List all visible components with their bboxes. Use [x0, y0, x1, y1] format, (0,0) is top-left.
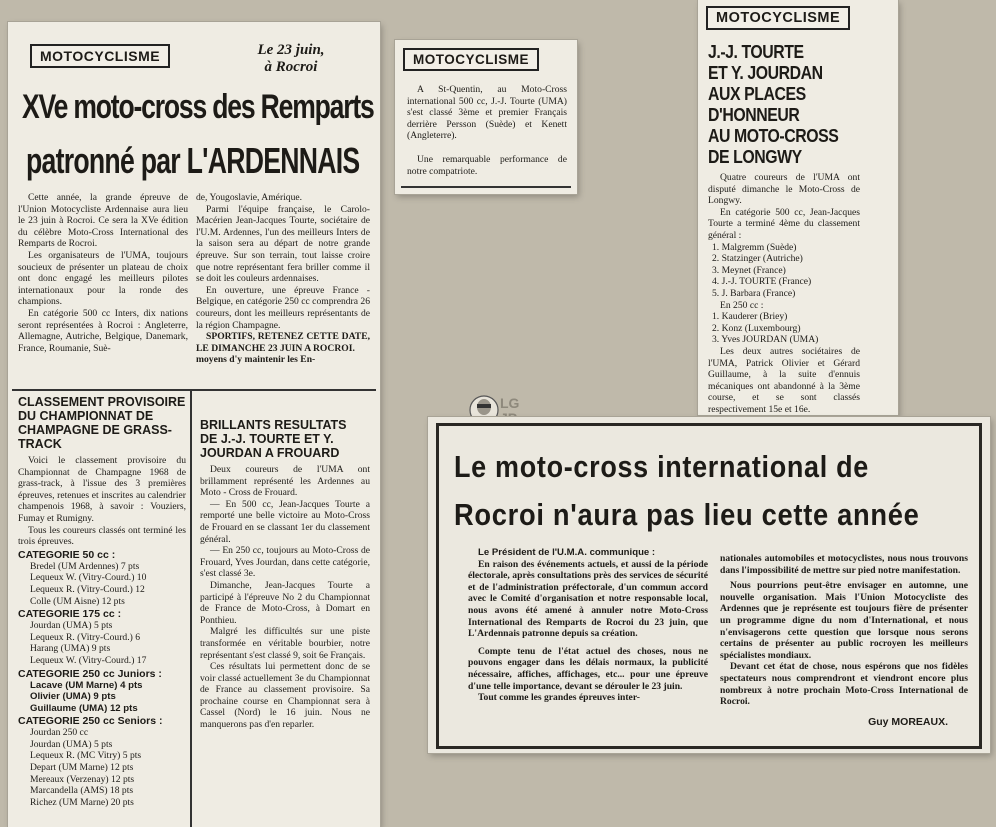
divider	[190, 391, 192, 827]
rank-row: 1. Malgremm (Suède)	[712, 241, 797, 253]
communique-paragraph: nationales automobiles et motocyclistes, nous nous trouvons dans l'impossibilité de mettre sur pied notre manifestation.	[720, 553, 968, 576]
dateline-place: à Rocroi	[264, 59, 318, 75]
longwy-headline	[708, 42, 838, 168]
rank-row: Jourdan (UMA) 5 pts	[30, 620, 113, 632]
classement-section	[18, 395, 186, 808]
section-tag: MOTOCYCLISME	[706, 6, 850, 30]
headline-line: D'HONNEUR	[708, 105, 800, 125]
category-title: CATEGORIE 250 cc Seniors :	[18, 715, 163, 728]
rank-row: 3. Yves JOURDAN (UMA)	[712, 334, 819, 346]
rank-row: Lequeux W. (Vitry-Courd.) 17	[30, 654, 147, 666]
longwy-cat500: En catégorie 500 cc, Jean-Jacques Tourte a terminé 4ème du classement général :	[708, 206, 860, 241]
classement-title: CLASSEMENT PROVISOIRE DU CHAMPIONNAT DE CHAMPAGNE DE GRASS-TRACK	[18, 395, 186, 451]
communique-lead: Le Président de l'U.M.A. communique :	[478, 547, 656, 558]
st-quentin-text: Une remarquable performance de notre compatriote.	[407, 154, 567, 177]
headline-line-2: patronné par L'ARDENNAIS	[26, 140, 360, 181]
headline-line: AUX PLACES	[708, 84, 806, 104]
article-paragraph: En ouverture, une épreuve France - Belgique, en catégorie 250 cc comprendra 26 coureurs, dont les meilleurs représentants de la région Champagne.	[196, 284, 370, 331]
rank-row: Lequeux W. (Vitry-Courd.) 10	[30, 572, 147, 584]
category-title: CATEGORIE 50 cc :	[18, 548, 116, 561]
article-paragraph: moyens d'y maintenir les En-	[196, 354, 316, 366]
rank-row: Mereaux (Verzenay) 12 pts	[30, 773, 135, 785]
communique-paragraph: Compte tenu de l'état actuel des choses, nous ne pouvons engager dans les délais normaux, la publicité nécessaire, affiches, affichages, etc... pour une épreuve d'une telle importance, devant se dérouler le 23 juin.	[468, 645, 708, 692]
rank-row: Lacave (UM Marne) 4 pts	[30, 679, 143, 691]
rank-row: 3. Meynet (France)	[712, 264, 786, 276]
headline-line-1: Le moto-cross international de	[454, 449, 870, 484]
headline-line: J.-J. TOURTE	[708, 42, 804, 62]
category-list	[18, 727, 186, 808]
signature: Guy MOREAUX.	[868, 715, 948, 728]
dateline-date: Le 23 juin,	[257, 42, 325, 58]
headline-line: AU MOTO-CROSS	[708, 126, 839, 146]
brillants-paragraph: Deux coureurs de l'UMA ont brillamment représenté les Ardennes au Moto - Cross de Frouard.	[200, 464, 370, 499]
headline-line-2: Rocroi n'aura pas lieu cette année	[454, 497, 920, 532]
article-paragraph-caps: SPORTIFS, RETENEZ CETTE DATE, LE DIMANCHE 23 JUIN A ROCROI.	[196, 331, 370, 354]
longwy-outro: Les deux autres sociétaires de l'UMA, Patrick Olivier et Gérard Guillaume, à la suite d'ennuis mécaniques ont abandonné à la 3ème course, et se sont classés respectivement 15e et 16e.	[708, 345, 860, 415]
headline-line-1: XVe moto-cross des Remparts	[22, 88, 374, 126]
category-block	[18, 549, 186, 607]
article-paragraph: Cette année, la grande épreuve de l'Union Motocycliste Ardennaise aura lieu le 23 juin à Rocroi. Ce sera la XVe édition du célèbre Moto-Cross International des Remparts de Rocroi.	[18, 192, 188, 250]
category-block	[18, 608, 186, 666]
headline-line: ET Y. JOURDAN	[708, 63, 823, 83]
rank-row: Richez (UM Marne) 20 pts	[30, 796, 134, 808]
category-list	[18, 620, 186, 666]
clipping-longwy	[698, 0, 898, 415]
article-paragraph: Les organisateurs de l'UMA, toujours soucieux de présenter un plateau de choix ont donc engagé les meilleurs pilotes internationaux pour la ronde des champions.	[18, 249, 188, 308]
classement-intro: Voici le classement provisoire du Championnat de Champagne 1968 de grass-track, à l'issue des 3 premières épreuves, retenues et inscrites au calendrier champenois 1968, à savoir : Vouziers, Fumay et Rumigny.	[18, 455, 186, 524]
clipping-rocroi-remparts	[8, 22, 380, 827]
communique-col-right	[720, 553, 968, 728]
category-list	[18, 561, 186, 607]
rank-row: Marcandella (AMS) 18 pts	[30, 785, 134, 797]
watermark-letters: LG	[500, 395, 520, 411]
rank-row: 2. Statzinger (Autriche)	[712, 253, 803, 265]
divider	[12, 389, 376, 391]
divider	[401, 186, 571, 188]
headline-line: DE LONGWY	[708, 147, 802, 167]
brillants-paragraph: — En 500 cc, Jean-Jacques Tourte a remporté une belle victoire au Moto-Cross de Frouard en se classant 1er du classement général.	[200, 498, 370, 545]
article-paragraph: Parmi l'équipe française, le Carolo-Macérien Jean-Jacques Tourte, sociétaire de l'U.M. Ardennes, l'un des meilleurs Inters de la saison sera au départ de notre grande épreuve. Sur son terrain, tout laisse croire que notre représentant fera briller comme il se doit les couleurs ardennaises.	[196, 203, 370, 285]
rank-row: 2. Konz (Luxembourg)	[712, 322, 801, 334]
longwy-intro: Quatre coureurs de l'UMA ont disputé dimanche le Moto-Cross de Longwy.	[708, 172, 860, 207]
section-tag: MOTOCYCLISME	[403, 48, 539, 71]
category-title: CATEGORIE 175 cc :	[18, 608, 122, 621]
brillants-paragraph: Ces résultats lui permettent donc de se voir classé actuellement 3e du Championnat de France au classement provisoire. Sa prochaine course en Championnat sera à Cassel (Nord) le 16 juin. Nous ne manquerons pas d'en reparler.	[200, 661, 370, 731]
communique-col-left	[468, 547, 708, 704]
category-block	[18, 715, 186, 808]
dateline	[236, 42, 346, 76]
brillants-paragraph: — En 250 cc, toujours au Moto-Cross de Frouard, Yves Jourdan, dans cette catégorie, s'est classé 3e.	[200, 545, 370, 580]
st-quentin-text: A St-Quentin, au Moto-Cross international 500 cc, J.-J. Tourte (UMA) s'est classé 3ème et premier Français derrière Persson (Suède) et Kenett (Angleterre).	[407, 84, 567, 142]
rank-row: Jourdan 250 cc	[30, 727, 89, 739]
communique-paragraph: Nous pourrions peut-être envisager en automne, une nouvelle organisation. Mais l'Union Motocycliste des Ardennes que je représente est toujours fière de présenter un programme digne du nom d'International, et nous n'envisagerons cette question que lorsque nous serons certains de présenter au public rocroyen les meilleurs spécialistes mondiaux.	[720, 580, 968, 661]
clipping-st-quentin	[395, 40, 577, 194]
article-paragraph: En catégorie 500 cc Inters, dix nations seront représentées à Rocroi : Angleterre, Allemagne, Autriche, Belgique, Danemark, France, Roumanie, Suè-	[18, 307, 188, 354]
rank-row: Harang (UMA) 9 pts	[30, 643, 111, 655]
classement-note: Tous les coureurs classés ont terminé les trois épreuves.	[18, 524, 186, 548]
longwy-list-500	[708, 242, 860, 300]
rank-row: Depart (UM Marne) 12 pts	[30, 762, 134, 774]
category-list	[18, 680, 186, 715]
longwy-cat250: En 250 cc :	[720, 299, 764, 311]
rank-row: Lequeux R. (MC Vitry) 5 pts	[30, 750, 142, 762]
rank-row: 4. J.-J. TOURTE (France)	[712, 276, 812, 288]
clipping-rocroi-annule	[428, 417, 990, 753]
rank-row: Jourdan (UMA) 5 pts	[30, 738, 113, 750]
rank-row: 5. J. Barbara (France)	[712, 287, 796, 299]
rank-row: Colle (UM Aisne) 12 pts	[30, 595, 125, 607]
longwy-body	[708, 172, 860, 415]
communique-paragraph: Devant cet état de chose, nous espérons que nos fidèles spectateurs nous comprendront et viendront encore plus nombreux à notre prochain Moto-Cross International de Rocroi.	[720, 661, 968, 708]
communique-paragraph: En raison des événements actuels, et aussi de la période électorale, après consultations près des services de sécurité et de l'administration préfectorale, d'un commun accord avec le Comité d'organisation et notre responsable local, nous avons été amené à annuler notre Moto-Cross International des Remparts de Rocroi du 23 juin, que L'Ardennais patronne depuis sa création.	[468, 558, 708, 640]
rank-row: Olivier (UMA) 9 pts	[30, 691, 116, 703]
rank-row: Bredel (UM Ardennes) 7 pts	[30, 560, 140, 572]
category-title: CATEGORIE 250 cc Juniors :	[18, 667, 162, 680]
brillants-paragraph: Malgré les difficultés sur une piste transformée en véritable bourbier, notre représentant s'est classé 9, soit 6e Français.	[200, 626, 370, 661]
communique-paragraph: Tout comme les grandes épreuves inter-	[478, 692, 640, 704]
rank-row: Guillaume (UMA) 12 pts	[30, 702, 138, 714]
article-col-right	[196, 192, 370, 366]
article-col-left	[18, 192, 188, 354]
rank-row: Lequeux R. (Vitry-Courd.) 12	[30, 583, 145, 595]
longwy-list-250	[708, 311, 860, 346]
brillants-section	[200, 418, 370, 731]
brillants-paragraph: Dimanche, Jean-Jacques Tourte a participé à l'épreuve No 2 du Championnat de France de Moto-Cross, à Domart en Ponthieu.	[200, 579, 370, 626]
rank-row: Lequeux R. (Vitry-Courd.) 6	[30, 631, 140, 643]
category-block	[18, 668, 186, 715]
article-paragraph: de, Yougoslavie, Amérique.	[196, 192, 303, 203]
section-tag: MOTOCYCLISME	[30, 44, 170, 68]
brillants-title: BRILLANTS RESULTATS DE J.-J. TOURTE ET Y. JOURDAN A FROUARD	[200, 418, 347, 460]
rank-row: 1. Kauderer (Briey)	[712, 311, 788, 323]
